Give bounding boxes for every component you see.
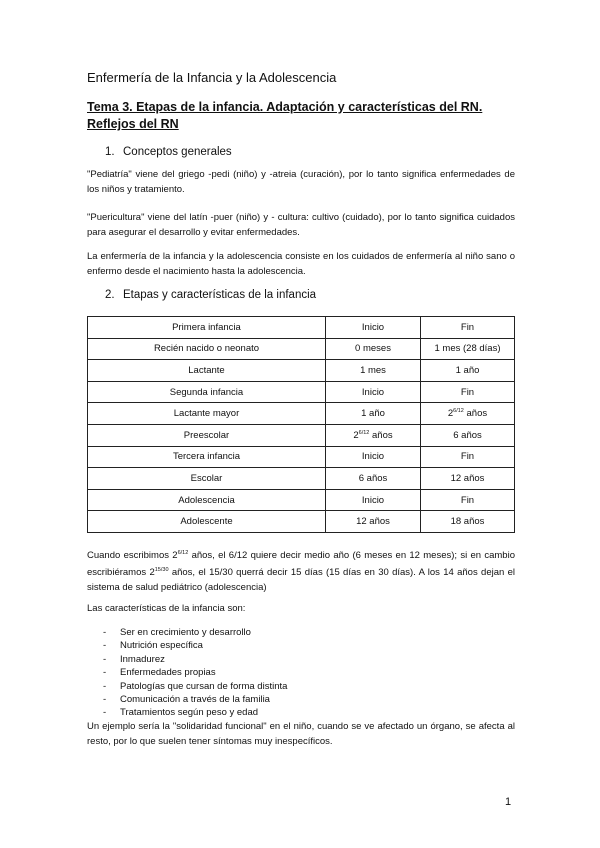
stage-cell: Lactante — [88, 360, 326, 382]
table-row — [88, 338, 515, 360]
stage-cell: Escolar — [88, 468, 326, 490]
end-cell-sup: 6/12 — [453, 408, 464, 415]
stage-cell: Preescolar — [88, 424, 326, 446]
table-row — [88, 424, 515, 446]
start-cell-sup: 6/12 — [358, 429, 370, 436]
stage-cell: Recién nacido o neonato — [88, 338, 326, 360]
end-cell: 6 años — [421, 424, 515, 446]
stage-cell: Adolescencia — [88, 489, 326, 511]
paragraph-pediatria: "Pediatría" viene del griego -pedi (niño) y -atreia (curación), por lo tanto significa enfermedades de los niños y tratamiento. — [87, 169, 515, 195]
list-item: - Nutrición específica — [103, 639, 287, 652]
stage-cell: Segunda infancia — [88, 381, 326, 403]
start-cell: 0 meses — [326, 338, 421, 360]
list-item: - Comunicación a través de la familia — [103, 693, 287, 706]
start-cell: Inicio — [326, 317, 421, 339]
stages-table — [87, 316, 515, 533]
start-cell: Inicio — [326, 381, 421, 403]
end-cell: 18 años — [421, 511, 515, 533]
list-item: - Tratamientos según peso y edad — [103, 706, 287, 719]
stage-cell: Adolescente — [88, 511, 326, 533]
end-cell: $2^{6/12}$ años — [421, 403, 515, 425]
end-cell: Fin — [421, 446, 515, 468]
table-row — [88, 317, 515, 339]
note-sup-2: 15/30 — [154, 567, 169, 573]
table-row — [88, 468, 515, 490]
characteristics-list — [103, 626, 287, 720]
list-item: - Ser en crecimiento y desarrollo — [103, 626, 287, 639]
section-2-heading — [105, 289, 316, 301]
note-text-3: años, el 15/30 querrá decir 15 días (15 días en 30 días). A los 14 años dejan el sistema de salud pediátrico (adolescencia) — [87, 567, 515, 593]
start-cell: 6 años — [326, 468, 421, 490]
start-cell: 1 mes — [326, 360, 421, 382]
end-cell: Fin — [421, 317, 515, 339]
tema-heading: Tema 3. Etapas de la infancia. Adaptación y características del RN. Reflejos del RN — [87, 100, 483, 131]
end-cell: 1 mes (28 días) — [421, 338, 515, 360]
end-cell: Fin — [421, 489, 515, 511]
stage-cell: Primera infancia — [88, 317, 326, 339]
table-row — [88, 381, 515, 403]
section-2-number: 2. — [105, 289, 115, 301]
table-row — [88, 489, 515, 511]
start-cell: $2^{6/12}$ años — [326, 424, 421, 446]
list-item: - Inmadurez — [103, 653, 287, 666]
stage-cell: Tercera infancia — [88, 446, 326, 468]
table-row — [88, 446, 515, 468]
example-paragraph: Un ejemplo sería la "solidaridad funcional" en el niño, cuando se ve afectado un órgano, se afecta al resto, por lo que suelen tener síntomas muy inespecíficos. — [87, 721, 515, 747]
start-cell: 1 año — [326, 403, 421, 425]
stage-cell: Lactante mayor — [88, 403, 326, 425]
start-cell: Inicio — [326, 489, 421, 511]
section-1-title: Conceptos generales — [123, 146, 232, 158]
characteristics-intro: Las características de la infancia son: — [87, 603, 246, 614]
end-cell: Fin — [421, 381, 515, 403]
page-number: 1 — [505, 796, 512, 808]
section-1-heading — [105, 146, 232, 158]
end-cell: 1 año — [421, 360, 515, 382]
start-cell: 12 años — [326, 511, 421, 533]
note-text-1: Cuando escribimos 2 — [87, 550, 178, 561]
list-item: - Enfermedades propias — [103, 666, 287, 679]
section-2-title: Etapas y características de la infancia — [123, 289, 317, 301]
paragraph-enfermeria: La enfermería de la infancia y la adolescencia consiste en los cuidados de enfermería al niño sano o enfermo desde el nacimiento hasta la adolescencia. — [87, 251, 515, 277]
document-title: Enfermería de la Infancia y la Adolescencia — [87, 70, 337, 85]
table-row — [88, 360, 515, 382]
section-1-number: 1. — [105, 146, 115, 158]
paragraph-puericultura: "Puericultura" viene del latín -puer (niño) y - cultura: cultivo (cuidado), por lo tanto significa cuidados para asegurar el desarrollo y evitar enfermedades. — [87, 212, 515, 238]
table-row — [88, 511, 515, 533]
note-paragraph — [87, 546, 515, 595]
list-item: - Patologías que cursan de forma distinta — [103, 680, 287, 693]
note-sup-1: 6/12 — [177, 550, 189, 556]
note-text-2: años, el 6/12 quiere decir medio año (6 meses en 12 meses); si en cambio escribiéramos 2 — [87, 550, 515, 578]
end-cell: 12 años — [421, 468, 515, 490]
start-cell: Inicio — [326, 446, 421, 468]
table-row — [88, 403, 515, 425]
